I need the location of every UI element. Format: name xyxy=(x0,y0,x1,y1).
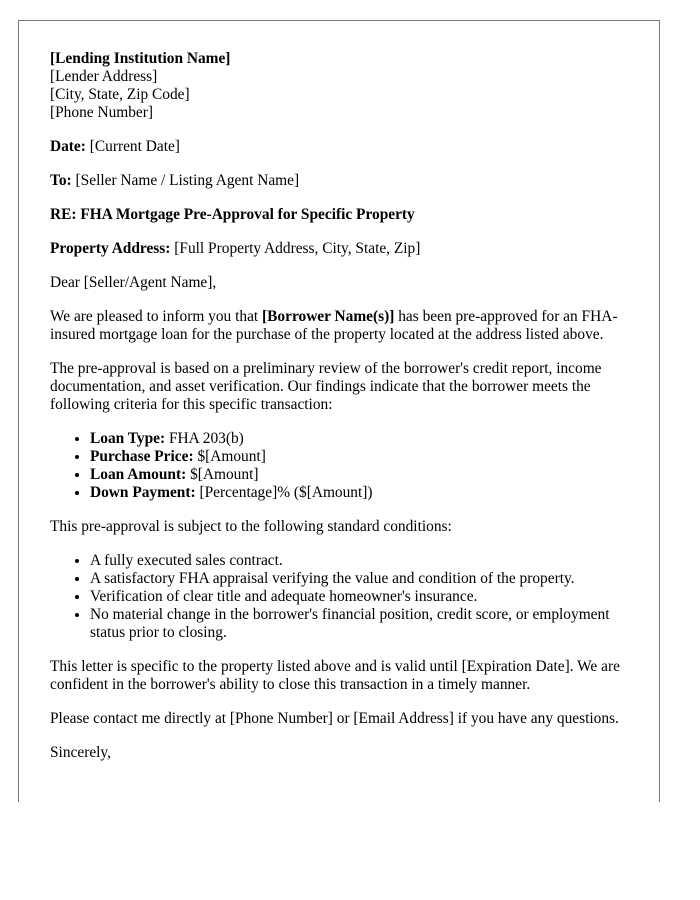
criteria-list xyxy=(50,430,642,502)
date-value: [Current Date] xyxy=(89,138,180,155)
condition-item: • A satisfactory FHA appraisal verifying the value and condition of the property. xyxy=(90,570,642,588)
property-line xyxy=(50,240,642,258)
criteria-item-loan-amount xyxy=(90,466,642,484)
condition-item: • No material change in the borrower's financial position, credit score, or employment status prior to closing. xyxy=(90,606,642,642)
lender-address: [Lender Address] xyxy=(50,68,158,85)
criteria-intro: The pre-approval is based on a preliminary review of the borrower's credit report, income documentation, and asset verification. Our findings indicate that the borrower meets the following criteria for this specific transaction: xyxy=(50,360,602,413)
condition-item: • A fully executed sales contract. xyxy=(90,552,642,570)
validity-paragraph: This letter is specific to the property listed above and is valid until [Expiration Date]. We are confident in the borrower's ability to close this transaction in a timely manner. xyxy=(50,658,620,693)
property-value: [Full Property Address, City, State, Zip] xyxy=(174,240,421,257)
conditions-list xyxy=(50,552,642,642)
criteria-label: Loan Type: xyxy=(90,430,166,447)
criteria-label: Loan Amount: xyxy=(90,466,187,483)
re-line: RE: FHA Mortgage Pre-Approval for Specific Property xyxy=(50,206,415,223)
property-label: Property Address: xyxy=(50,240,171,257)
criteria-label: Purchase Price: xyxy=(90,448,194,465)
contact-paragraph: Please contact me directly at [Phone Number] or [Email Address] if you have any questions. xyxy=(50,710,619,727)
date-line xyxy=(50,138,642,156)
criteria-item-purchase-price xyxy=(90,448,642,466)
closing: Sincerely, xyxy=(50,744,111,761)
criteria-label: Down Payment: xyxy=(90,484,196,501)
intro-before: We are pleased to inform you that xyxy=(50,308,263,325)
salutation: Dear [Seller/Agent Name], xyxy=(50,274,217,291)
condition-item: • Verification of clear title and adequate homeowner's insurance. xyxy=(90,588,642,606)
intro-after: has been pre-approved for an FHA-insured mortgage loan for the purchase of the property located at the address listed above. xyxy=(50,308,618,343)
criteria-value: FHA 203(b) xyxy=(168,430,244,447)
criteria-value: [Percentage]% ($[Amount]) xyxy=(199,484,373,501)
intro-paragraph xyxy=(50,308,642,344)
lender-name: [Lending Institution Name] xyxy=(50,50,231,67)
criteria-value: $[Amount] xyxy=(190,466,259,483)
to-label: To: xyxy=(50,172,72,189)
criteria-item-down-payment xyxy=(90,484,642,502)
lender-phone: [Phone Number] xyxy=(50,104,154,121)
lender-header xyxy=(50,50,642,122)
conditions-intro: This pre-approval is subject to the following standard conditions: xyxy=(50,518,452,535)
criteria-item-loan-type xyxy=(90,430,642,448)
borrower-name: [Borrower Name(s)] xyxy=(262,308,395,325)
lender-city-state-zip: [City, State, Zip Code] xyxy=(50,86,190,103)
date-label: Date: xyxy=(50,138,86,155)
letter-frame xyxy=(18,20,660,802)
to-value: [Seller Name / Listing Agent Name] xyxy=(75,172,300,189)
letter-body xyxy=(50,50,642,778)
to-line xyxy=(50,172,642,190)
criteria-value: $[Amount] xyxy=(197,448,266,465)
